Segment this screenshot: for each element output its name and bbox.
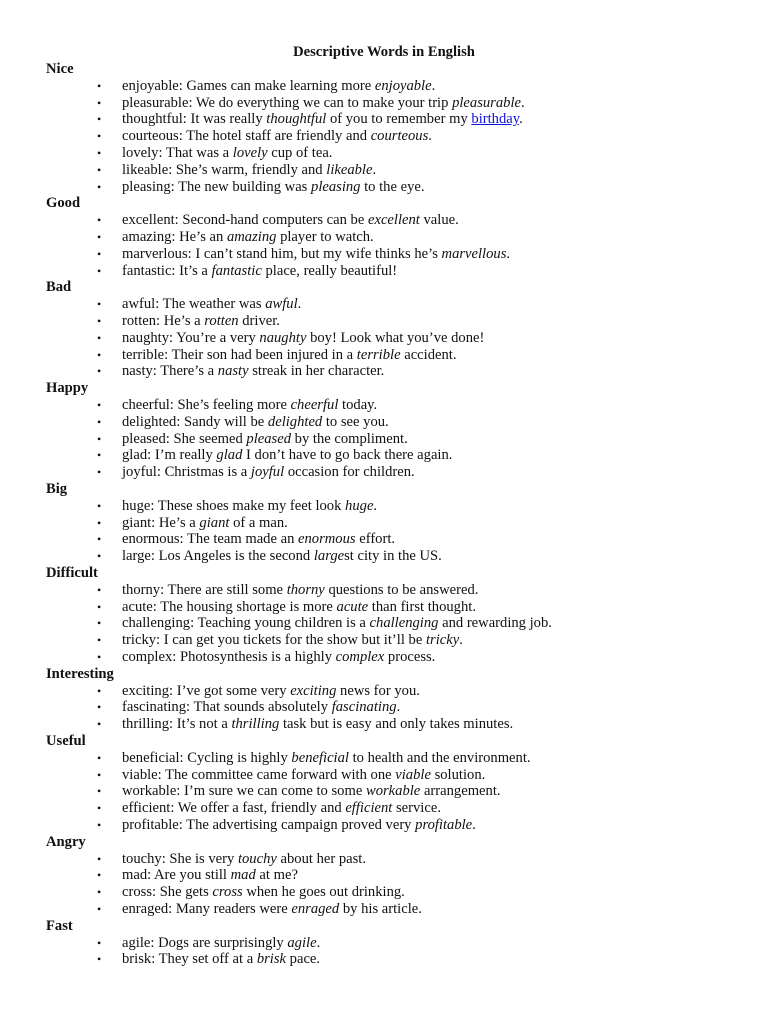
sentence-text: driver. (238, 313, 280, 329)
item-text (122, 245, 510, 263)
sentence-text: . (506, 245, 511, 262)
example-word: tricky (425, 632, 460, 649)
example-word: fascinating (331, 699, 397, 716)
example-word: giant (199, 514, 230, 531)
sentence-text: accident. (400, 346, 457, 363)
birthday-link[interactable]: birthday (471, 111, 520, 128)
sentence-text: tricky: I can get you tickets for the show but it’ll be (122, 632, 426, 649)
item-text (122, 413, 389, 431)
example-word: agile (287, 934, 317, 951)
sentence-text: cheerful: She’s feeling more (122, 397, 291, 413)
sentence-text: streak in her character. (248, 363, 385, 380)
item-text (122, 614, 552, 632)
bullet-icon: • (97, 498, 102, 513)
example-word: pleasing (311, 178, 361, 195)
example-word: pleased (246, 430, 292, 447)
sentence-text: pleasurable: We do everything we can to make your trip (122, 94, 453, 111)
sentence-text: to health and the environment. (348, 749, 531, 766)
category-heading: Happy (46, 380, 89, 397)
sentence-text: mad: Are you still (122, 867, 231, 884)
bullet-icon: • (97, 230, 102, 244)
example-word: naughty (259, 329, 307, 346)
item-text (122, 799, 441, 817)
sentence-text: when he goes out drinking. (242, 884, 405, 901)
category-heading: Difficult (46, 565, 98, 581)
item-text (122, 346, 456, 364)
bullet-icon: • (97, 683, 102, 698)
item-text (122, 514, 288, 532)
sentence-text: pleased: She seemed (122, 430, 247, 447)
sentence-text: and rewarding job. (438, 615, 552, 632)
sentence-text: . (428, 128, 432, 145)
item-text (122, 110, 523, 128)
sentence-text: enraged: Many readers were (122, 901, 292, 917)
sentence-text: today. (338, 397, 378, 413)
sentence-text: player to watch. (276, 229, 374, 245)
item-text (122, 144, 332, 162)
sentence-text: cross: She gets (122, 884, 213, 901)
example-word: courteous (370, 128, 429, 145)
sentence-text: of a man. (229, 514, 288, 531)
sentence-text: thoughtful: It was really (122, 111, 267, 128)
sentence-text: . (520, 94, 525, 111)
bullet-icon: • (97, 112, 102, 127)
sentence-text: viable: The committee came forward with one (122, 766, 396, 783)
sentence-text: marverlous: I can’t stand him, but my wife thinks he’s (122, 245, 442, 262)
sentence-text: task but is easy and only takes minutes. (279, 716, 514, 733)
sentence-text: rotten: He’s a (122, 313, 205, 329)
item-text (122, 547, 442, 565)
sentence-text: by the compliment. (291, 430, 408, 447)
sentence-text: st city in the US. (344, 548, 442, 565)
item-text (122, 816, 476, 834)
example-word: thoughtful (266, 111, 327, 128)
item-text (122, 396, 377, 414)
example-word: delighted (267, 413, 323, 430)
sentence-text: amazing: He’s an (122, 229, 227, 245)
example-word: enormous (298, 531, 356, 548)
example-word: exciting (290, 682, 337, 699)
sentence-text: fantastic: It’s a (122, 262, 212, 279)
bullet-icon: • (97, 364, 102, 379)
sentence-text: . (297, 296, 302, 313)
example-word: joyful (250, 464, 285, 481)
sentence-text: enjoyable: Games can make learning more (122, 77, 375, 94)
category-heading: Useful (46, 733, 86, 749)
item-text (122, 934, 320, 952)
item-text (122, 648, 435, 666)
sentence-text: cup of tea. (267, 145, 333, 161)
sentence-text: . (459, 632, 463, 649)
bullet-icon: • (97, 801, 102, 816)
sentence-text: enormous: The team made an (122, 531, 299, 548)
sentence-text: awful: The weather was (122, 296, 266, 313)
sentence-text: I don’t have to go back there again. (242, 447, 453, 464)
item-text (122, 698, 400, 716)
sentence-text: exciting: I’ve got some very (122, 682, 291, 699)
example-word: glad (216, 447, 243, 464)
sentence-text: of you to remember my (326, 111, 472, 128)
bullet-icon: • (97, 633, 102, 648)
bullet-icon: • (97, 750, 102, 765)
example-word: enjoyable (374, 77, 432, 94)
sentence-text: about her past. (276, 850, 367, 867)
sentence-text: thrilling: It’s not a (122, 716, 232, 733)
example-word: lovely (232, 145, 268, 161)
sentence-text: . (472, 817, 476, 833)
category-heading: Interesting (46, 665, 114, 682)
bullet-icon: • (97, 700, 102, 715)
item-text (122, 530, 395, 548)
bullet-icon: • (97, 818, 102, 832)
bullet-icon: • (97, 398, 102, 412)
item-text (122, 262, 397, 280)
example-word: viable (395, 766, 431, 783)
bullet-icon: • (97, 952, 102, 967)
example-word: thorny (286, 581, 325, 598)
item-text (122, 950, 320, 968)
sentence-text: . (372, 161, 377, 178)
item-text (122, 329, 484, 347)
sentence-text: courteous: The hotel staff are friendly and (122, 128, 371, 145)
sentence-text: service. (392, 800, 441, 817)
bullet-icon: • (97, 717, 102, 732)
sentence-text: . (373, 497, 378, 514)
category-heading: Fast (46, 917, 73, 934)
item-text (122, 295, 301, 313)
example-word: efficient (345, 800, 393, 817)
example-word: pleasurable (452, 94, 521, 111)
sentence-text: agile: Dogs are surprisingly (122, 934, 288, 951)
sentence-text: arrangement. (420, 783, 501, 800)
sentence-text: news for you. (336, 682, 420, 699)
example-word: thrilling (231, 716, 280, 733)
bullet-icon: • (97, 532, 102, 547)
sentence-text: glad: I’m really (122, 447, 217, 464)
sentence-text: place, really beautiful! (261, 262, 398, 279)
item-text (122, 446, 452, 464)
sentence-text: likeable: She’s warm, friendly and (122, 161, 327, 178)
bullet-icon: • (97, 431, 102, 446)
bullet-icon: • (97, 129, 102, 144)
item-text (122, 631, 463, 649)
bullet-icon: • (97, 179, 102, 194)
bullet-icon: • (97, 616, 102, 631)
sentence-text: . (431, 77, 436, 94)
item-text (122, 77, 435, 95)
item-text (122, 766, 485, 784)
sentence-text: to see you. (322, 413, 389, 430)
example-word: cross (212, 884, 243, 901)
sentence-text: challenging: Teaching young children is a (122, 615, 370, 632)
example-word: excellent (367, 212, 420, 229)
sentence-text: at me? (255, 867, 298, 884)
bullet-icon: • (97, 650, 102, 664)
example-word: marvellous (441, 245, 507, 262)
example-word: large (313, 548, 345, 565)
sentence-text: brisk: They set off at a (122, 951, 257, 968)
sentence-text: . (396, 699, 401, 716)
example-word: touchy (237, 850, 277, 867)
sentence-text: than first thought. (368, 598, 476, 615)
item-text (122, 866, 298, 884)
example-word: terrible (356, 346, 401, 363)
bullet-icon: • (97, 213, 102, 228)
sentence-text: solution. (430, 766, 486, 783)
sentence-text: naughty: You’re a very (122, 329, 260, 346)
bullet-icon: • (97, 549, 102, 564)
sentence-text: excellent: Second-hand computers can be (122, 212, 368, 229)
bullet-icon: • (97, 935, 102, 950)
example-word: complex (335, 649, 385, 665)
bullet-icon: • (97, 246, 102, 261)
bullet-icon: • (97, 515, 102, 530)
category-heading: Nice (46, 61, 74, 77)
category-heading: Bad (46, 279, 72, 296)
bullet-icon: • (97, 95, 102, 110)
sentence-text: nasty: There’s a (122, 363, 218, 380)
sentence-text: occasion for children. (284, 464, 415, 481)
item-text (122, 362, 384, 380)
example-word: nasty (217, 363, 249, 380)
sentence-text: fascinating: That sounds absolutely (122, 699, 332, 716)
example-word: huge (345, 497, 374, 514)
category-heading: Angry (46, 833, 86, 850)
sentence-text: joyful: Christmas is a (122, 464, 251, 481)
sentence-text: touchy: She is very (122, 850, 238, 867)
sentence-text: by his article. (339, 901, 422, 917)
bullet-icon: • (97, 885, 102, 900)
example-word: cheerful (290, 397, 339, 413)
item-text (122, 94, 525, 112)
bullet-icon: • (97, 297, 102, 312)
sentence-text: to the eye. (360, 178, 425, 195)
item-text (122, 178, 425, 196)
item-text (122, 850, 366, 868)
sentence-text: process. (384, 649, 436, 665)
example-word: rotten (204, 313, 239, 329)
item-text (122, 312, 280, 330)
sentence-text: beneficial: Cycling is highly (122, 749, 292, 766)
sentence-text: acute: The housing shortage is more (122, 598, 337, 615)
bullet-icon: • (97, 330, 102, 345)
sentence-text: value. (419, 212, 459, 229)
bullet-icon: • (97, 347, 102, 362)
item-text (122, 228, 374, 246)
bullet-icon: • (97, 146, 102, 160)
item-text (122, 715, 513, 733)
bullet-icon: • (97, 902, 102, 916)
category-heading: Big (46, 481, 68, 497)
sentence-text: pleasing: The new building was (122, 178, 312, 195)
sentence-text: delighted: Sandy will be (122, 413, 268, 430)
bullet-icon: • (97, 263, 102, 278)
sentence-text: profitable: The advertising campaign proved very (122, 817, 416, 833)
example-word: workable (365, 783, 421, 800)
item-text (122, 900, 422, 918)
item-text (122, 883, 405, 901)
bullet-icon: • (97, 448, 102, 463)
example-word: enraged (291, 901, 340, 917)
item-text (122, 782, 501, 800)
sentence-text: giant: He’s a (122, 514, 200, 531)
example-word: beneficial (291, 749, 349, 766)
sentence-text: pace. (286, 951, 321, 968)
bullet-icon: • (97, 465, 102, 480)
sentence-text: . (316, 934, 321, 951)
sentence-text: terrible: Their son had been injured in a (122, 346, 357, 363)
bullet-icon: • (97, 414, 102, 429)
bullet-icon: • (97, 784, 102, 799)
sentence-text: large: Los Angeles is the second (122, 548, 314, 565)
sentence-text: lovely: That was a (122, 145, 233, 161)
item-text (122, 581, 478, 599)
bullet-icon: • (97, 851, 102, 866)
document-title: Descriptive Words in English (293, 44, 475, 60)
sentence-text: . (519, 111, 523, 128)
item-text (122, 598, 476, 616)
item-text (122, 161, 376, 179)
example-word: fantastic (211, 262, 262, 279)
item-text (122, 463, 415, 481)
example-word: awful (265, 296, 298, 313)
example-word: brisk (256, 951, 287, 968)
example-word: amazing (226, 229, 277, 245)
bullet-icon: • (97, 868, 102, 883)
sentence-text: efficient: We offer a fast, friendly and (122, 800, 346, 817)
bullet-icon: • (97, 767, 102, 782)
sentence-text: thorny: There are still some (122, 581, 287, 598)
item-text (122, 127, 432, 145)
bullet-icon: • (97, 78, 102, 93)
sentence-text: effort. (355, 531, 396, 548)
sentence-text: huge: These shoes make my feet look (122, 497, 346, 514)
bullet-icon: • (97, 314, 102, 328)
category-heading: Good (46, 195, 81, 212)
bullet-icon: • (97, 599, 102, 614)
sentence-text: complex: Photosynthesis is a highly (122, 649, 336, 665)
item-text (122, 749, 531, 767)
sentence-text: questions to be answered. (324, 581, 479, 598)
example-word: profitable (415, 817, 473, 833)
sentence-text: workable: I’m sure we can come to some (122, 783, 366, 800)
example-word: acute (336, 598, 369, 615)
example-word: mad (230, 867, 256, 884)
item-text (122, 430, 408, 448)
example-word: challenging (369, 615, 439, 632)
item-text (122, 497, 377, 515)
item-text (122, 682, 420, 700)
bullet-icon: • (97, 162, 102, 177)
item-text (122, 211, 459, 229)
example-word: likeable (326, 161, 373, 178)
sentence-text: boy! Look what you’ve done! (306, 329, 485, 346)
bullet-icon: • (97, 582, 102, 597)
